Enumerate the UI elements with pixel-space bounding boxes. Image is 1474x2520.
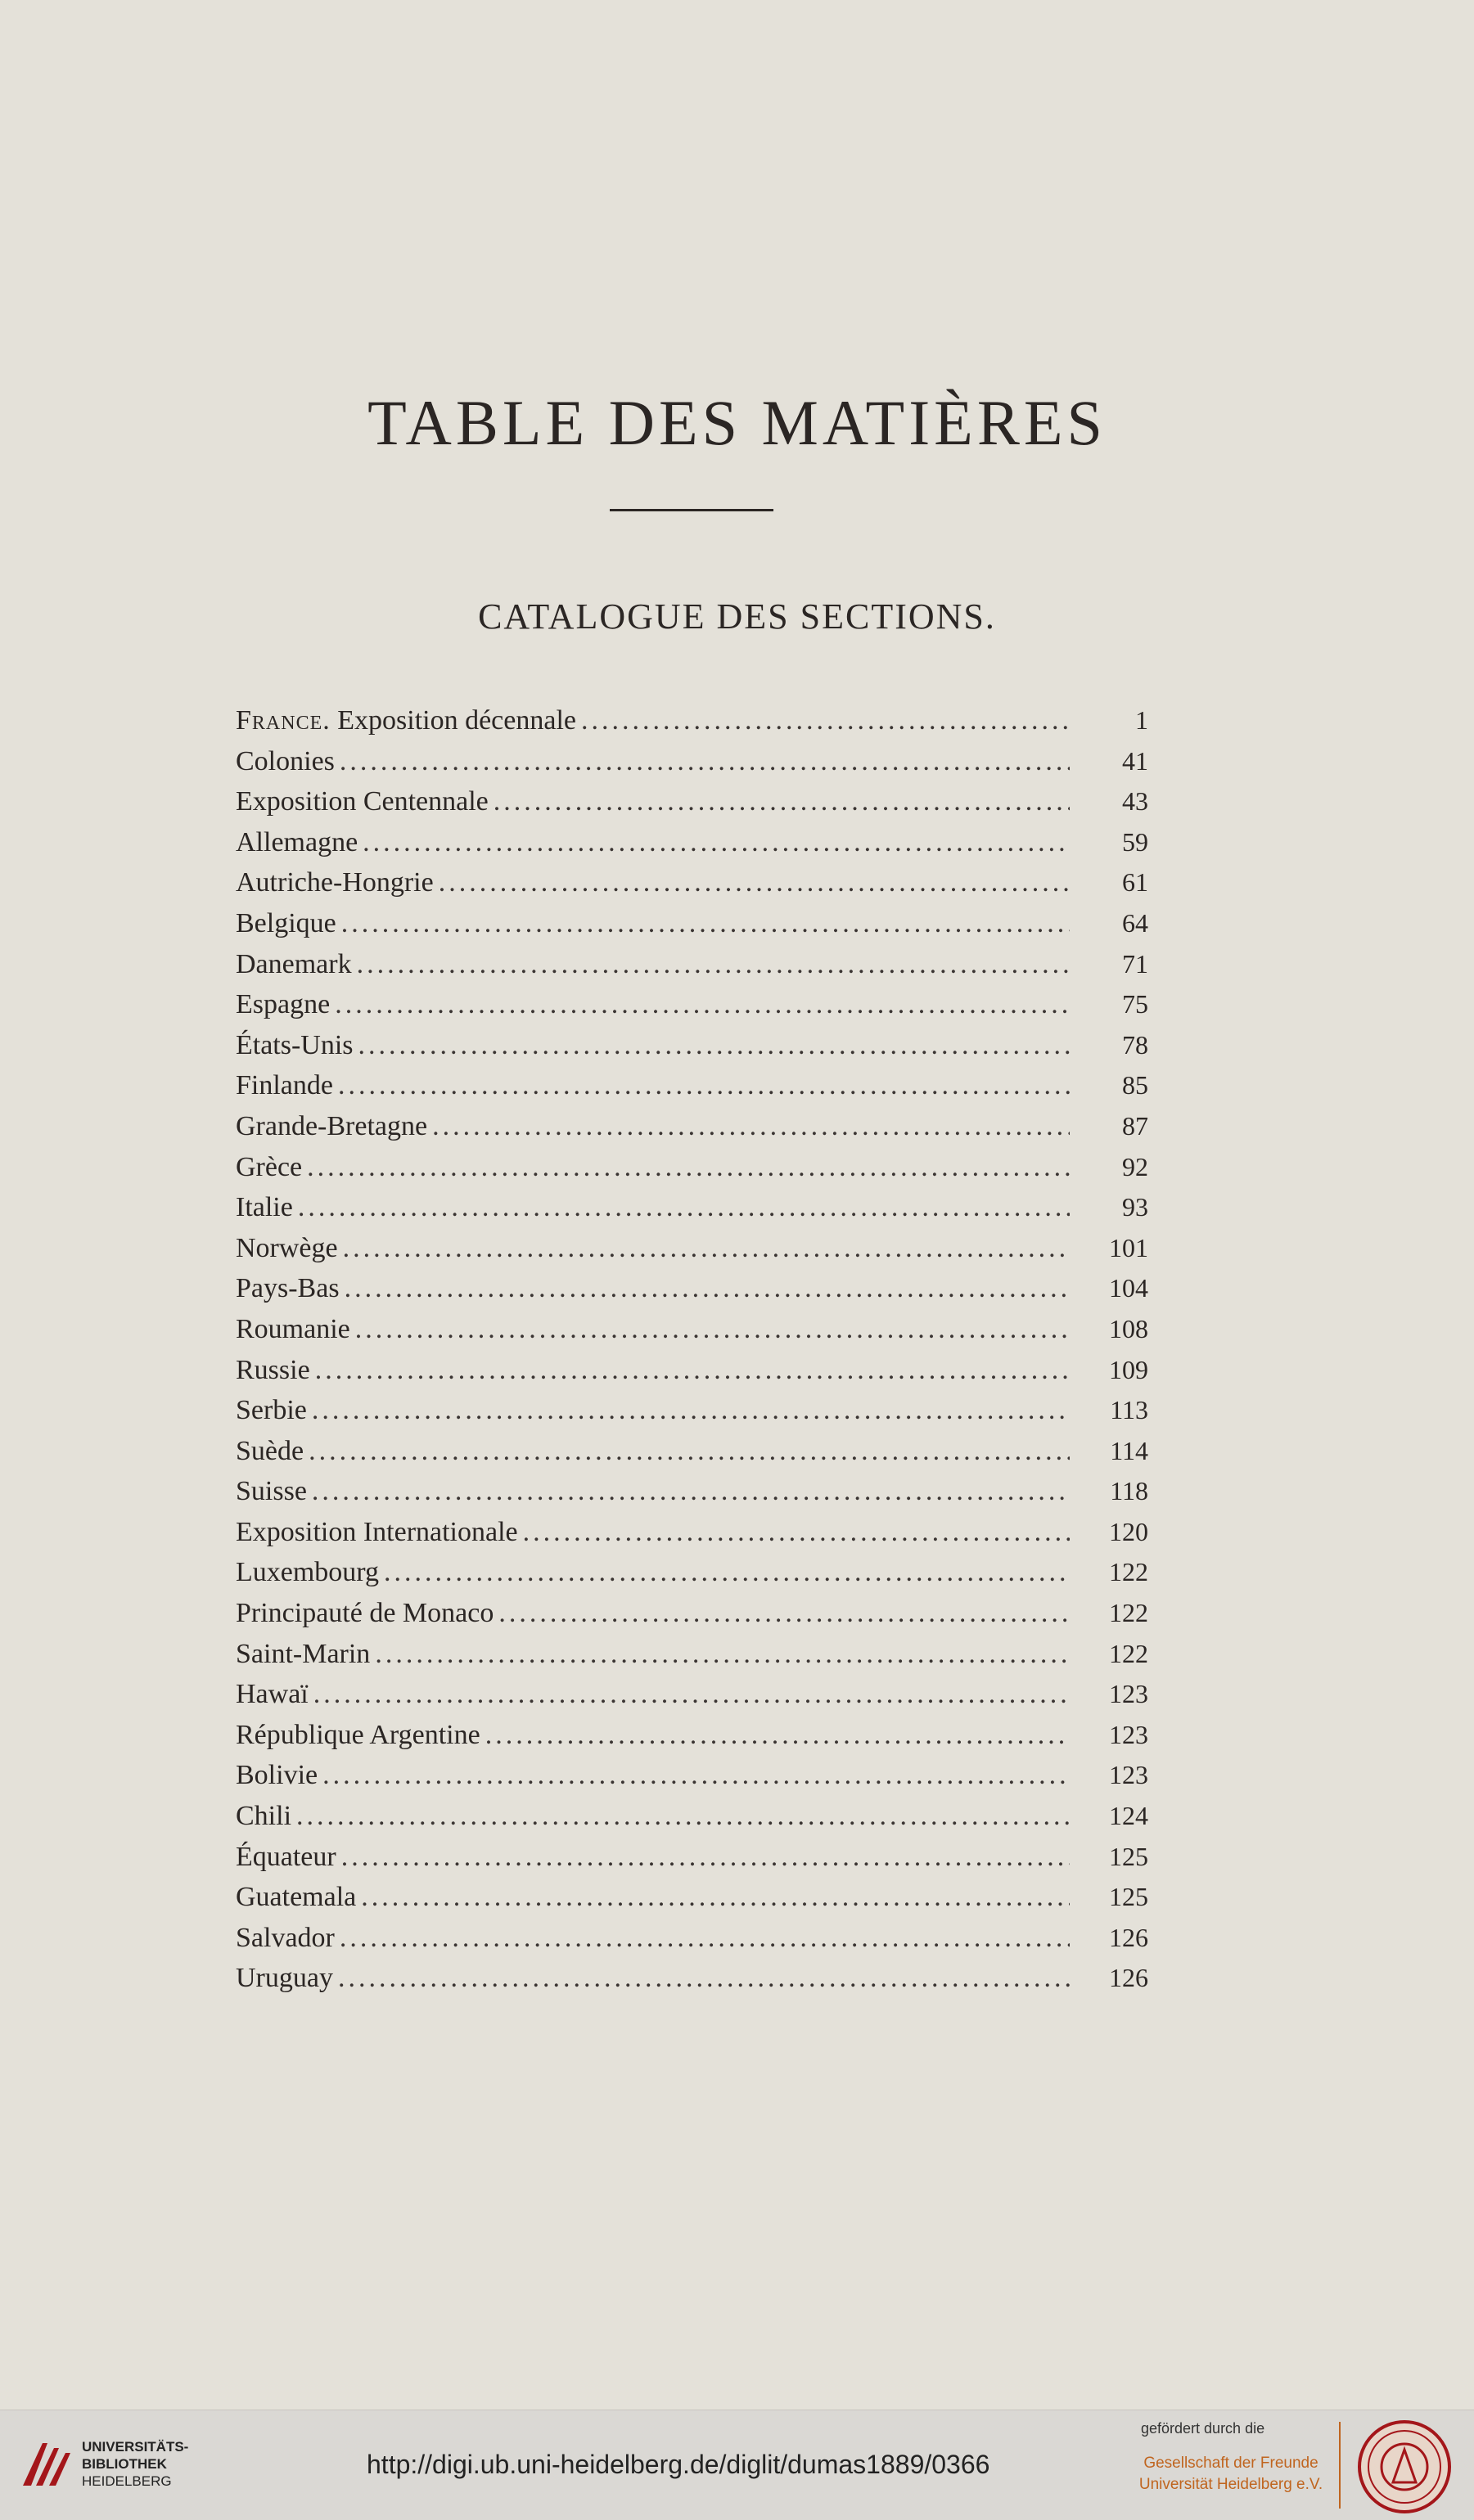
section-subtitle: CATALOGUE DES SECTIONS. bbox=[478, 596, 996, 637]
page-title: TABLE DES MATIÈRES bbox=[367, 387, 1107, 458]
toc-entry-page: 93 bbox=[1122, 1192, 1148, 1222]
toc-entry-label: Exposition Internationale bbox=[236, 1516, 518, 1547]
toc-entry-name bbox=[236, 1720, 480, 1751]
toc-entry-label: Russie bbox=[236, 1354, 310, 1385]
toc-leader-dots bbox=[432, 1111, 1070, 1142]
toc-entry-page: 41 bbox=[1122, 745, 1148, 776]
toc-entry-label: Chili bbox=[236, 1801, 292, 1832]
toc-entry bbox=[236, 1436, 1148, 1477]
toc-entry-page: 113 bbox=[1110, 1395, 1148, 1425]
toc-entry-label: Luxembourg bbox=[236, 1557, 380, 1588]
toc-leader-dots bbox=[345, 1273, 1070, 1304]
toc-entry-name bbox=[236, 1070, 333, 1101]
toc-entry-name bbox=[236, 1882, 356, 1913]
toc-entry-label: Bolivie bbox=[236, 1760, 318, 1791]
toc-leader-dots bbox=[340, 746, 1070, 777]
toc-entry-label: Colonies bbox=[236, 745, 335, 776]
toc-entry-page: 125 bbox=[1109, 1882, 1148, 1912]
toc-leader-dots bbox=[335, 989, 1070, 1020]
toc-entry-label: Finlande bbox=[236, 1070, 333, 1101]
toc-entry-name bbox=[236, 1760, 318, 1791]
toc-leader-dots bbox=[338, 1963, 1070, 1994]
toc-leader-dots bbox=[363, 827, 1070, 858]
toc-entry bbox=[236, 1395, 1148, 1436]
toc-entry bbox=[236, 867, 1148, 908]
toc-entry-label: Grande-Bretagne bbox=[236, 1110, 428, 1141]
toc-entry-label: Espagne bbox=[236, 989, 331, 1020]
toc-leader-dots bbox=[357, 949, 1070, 980]
toc-entry-page: 122 bbox=[1109, 1557, 1148, 1587]
toc-entry-label: Serbie bbox=[236, 1395, 307, 1426]
toc-entry-name bbox=[236, 1111, 427, 1142]
toc-entry-name bbox=[236, 1963, 333, 1994]
toc-entry-name bbox=[236, 1314, 350, 1345]
toc-entry-page: 125 bbox=[1109, 1841, 1148, 1871]
toc-entry-label: Suisse bbox=[236, 1476, 307, 1507]
toc-entry-name bbox=[236, 1517, 518, 1548]
toc-entry bbox=[236, 1720, 1148, 1761]
toc-entry bbox=[236, 1598, 1148, 1639]
toc-entry-page: 122 bbox=[1109, 1598, 1148, 1628]
library-name-line1: UNIVERSITÄTS- bbox=[82, 2439, 189, 2455]
toc-entry bbox=[236, 1314, 1148, 1355]
toc-entry-name bbox=[236, 989, 330, 1020]
toc-leader-dots bbox=[312, 1476, 1070, 1507]
toc-leader-dots bbox=[523, 1517, 1070, 1548]
toc-entry bbox=[236, 1679, 1148, 1720]
sponsor-label: gefördert durch die bbox=[1141, 2420, 1265, 2437]
toc-entry-page: 123 bbox=[1109, 1719, 1148, 1749]
toc-entry-page: 64 bbox=[1122, 907, 1148, 938]
toc-entry bbox=[236, 786, 1148, 827]
library-name bbox=[82, 2438, 188, 2490]
toc-entry-page: 104 bbox=[1109, 1273, 1148, 1303]
toc-entry bbox=[236, 746, 1148, 787]
toc-entry-page: 61 bbox=[1122, 867, 1148, 898]
toc-entry-label: États-Unis bbox=[236, 1029, 354, 1060]
toc-entry-name bbox=[236, 908, 336, 939]
toc-entry bbox=[236, 1557, 1148, 1598]
toc-entry-page: 123 bbox=[1109, 1760, 1148, 1790]
toc-entry-name bbox=[236, 1233, 338, 1264]
toc-entry bbox=[236, 1233, 1148, 1274]
toc-leader-dots bbox=[343, 1233, 1070, 1264]
sponsor-name-line2: Universität Heidelberg e.V. bbox=[1138, 2476, 1323, 2493]
toc-leader-dots bbox=[485, 1720, 1070, 1751]
toc-entry-page: 109 bbox=[1109, 1354, 1148, 1384]
toc-entry-name bbox=[236, 1679, 309, 1710]
toc-leader-dots bbox=[358, 1030, 1070, 1061]
toc-entry-name bbox=[236, 1598, 494, 1629]
toc-entry-label: Guatemala bbox=[236, 1882, 357, 1913]
toc-entry bbox=[236, 1273, 1148, 1314]
toc-entry-label: Danemark bbox=[236, 948, 352, 979]
toc-entry bbox=[236, 1882, 1148, 1923]
toc-entry-name bbox=[236, 1842, 336, 1873]
toc-entry-name bbox=[236, 1030, 354, 1061]
toc-leader-dots bbox=[313, 1679, 1070, 1710]
sponsor-divider bbox=[1339, 2422, 1341, 2509]
permalink-url[interactable]: http://digi.ub.uni-heidelberg.de/diglit/dumas1889/0366 bbox=[367, 2450, 990, 2479]
library-name-line3: HEIDELBERG bbox=[82, 2473, 172, 2489]
toc-entry-name bbox=[236, 949, 352, 980]
toc-entry bbox=[236, 1355, 1148, 1396]
toc-leader-dots bbox=[498, 1598, 1070, 1629]
toc-entry bbox=[236, 1801, 1148, 1842]
toc-entry bbox=[236, 1923, 1148, 1964]
toc-entry-name bbox=[236, 1436, 304, 1467]
toc-entry-name bbox=[236, 1273, 340, 1304]
toc-entry-label: Uruguay bbox=[236, 1963, 333, 1994]
toc-entry bbox=[236, 1192, 1148, 1233]
toc-entry-name bbox=[236, 1152, 302, 1183]
toc-leader-dots bbox=[341, 908, 1070, 939]
toc-leader-dots bbox=[309, 1436, 1070, 1467]
toc-leader-dots bbox=[361, 1882, 1070, 1913]
toc-leader-dots bbox=[581, 705, 1070, 736]
university-seal-icon bbox=[1355, 2419, 1454, 2515]
toc-entry-label: Hawaï bbox=[236, 1679, 309, 1710]
toc-entry-name bbox=[236, 1557, 379, 1588]
toc-entry-label: Allemagne bbox=[236, 826, 358, 857]
toc-entry bbox=[236, 1639, 1148, 1680]
toc-entry-name bbox=[236, 867, 434, 898]
toc-entry-label: Salvador bbox=[236, 1922, 335, 1953]
toc-entry-label: Suède bbox=[236, 1435, 304, 1466]
toc-entry bbox=[236, 1152, 1148, 1193]
toc-entry-name bbox=[236, 705, 576, 736]
toc-entry-label: Belgique bbox=[236, 907, 336, 938]
toc-leader-dots bbox=[439, 867, 1070, 898]
toc-entry-name-prefix: France. bbox=[236, 705, 331, 736]
toc-entry-page: 71 bbox=[1122, 948, 1148, 979]
toc-entry bbox=[236, 1842, 1148, 1883]
toc-entry-page: 123 bbox=[1109, 1679, 1148, 1709]
toc-entry-page: 101 bbox=[1109, 1232, 1148, 1262]
toc-entry-name bbox=[236, 1355, 310, 1386]
viewer-footer bbox=[0, 2410, 1474, 2520]
toc-leader-dots bbox=[322, 1760, 1070, 1791]
toc-leader-dots bbox=[375, 1639, 1070, 1670]
toc-entry-label: Roumanie bbox=[236, 1313, 350, 1344]
toc-entry bbox=[236, 949, 1148, 990]
toc-entry-page: 118 bbox=[1110, 1476, 1148, 1506]
toc-entry-name bbox=[236, 1639, 370, 1670]
toc-leader-dots bbox=[312, 1395, 1070, 1426]
toc-entry bbox=[236, 1030, 1148, 1071]
toc-entry-page: 92 bbox=[1122, 1151, 1148, 1181]
toc-entry bbox=[236, 1111, 1148, 1152]
toc-entry-label: Exposition Centennale bbox=[236, 786, 489, 817]
toc-entry-page: 124 bbox=[1109, 1801, 1148, 1831]
toc-entry-label: Pays-Bas bbox=[236, 1273, 340, 1304]
toc-entry-page: 120 bbox=[1109, 1516, 1148, 1546]
toc-entry-label: Autriche-Hongrie bbox=[236, 867, 434, 898]
toc-entry bbox=[236, 1476, 1148, 1517]
toc-leader-dots bbox=[341, 1842, 1070, 1873]
toc-entry-name bbox=[236, 827, 358, 858]
toc-entry-name bbox=[236, 1395, 307, 1426]
toc-entry bbox=[236, 1517, 1148, 1558]
toc-leader-dots bbox=[307, 1152, 1070, 1183]
toc-entry-page: 108 bbox=[1109, 1313, 1148, 1343]
toc-leader-dots bbox=[384, 1557, 1070, 1588]
toc-leader-dots bbox=[355, 1314, 1070, 1345]
toc-entry-page: 78 bbox=[1122, 1029, 1148, 1060]
toc-entry-page: 85 bbox=[1122, 1070, 1148, 1100]
toc-leader-dots bbox=[338, 1070, 1070, 1101]
toc-entry bbox=[236, 989, 1148, 1030]
toc-entry-label: République Argentine bbox=[236, 1719, 480, 1750]
toc-entry-name bbox=[236, 1923, 335, 1954]
toc-entry-name bbox=[236, 746, 335, 777]
toc-entry-page: 126 bbox=[1109, 1963, 1148, 1993]
toc-entry-label: Exposition décennale bbox=[330, 705, 576, 736]
toc-entry-page: 1 bbox=[1135, 705, 1148, 735]
toc-entry bbox=[236, 1760, 1148, 1801]
toc-leader-dots bbox=[340, 1923, 1070, 1954]
toc-entry bbox=[236, 908, 1148, 949]
table-of-contents bbox=[236, 705, 1148, 2004]
toc-entry-label: Équateur bbox=[236, 1841, 336, 1872]
library-name-line2: BIBLIOTHEK bbox=[82, 2456, 167, 2472]
toc-leader-dots bbox=[494, 786, 1070, 817]
toc-entry-name bbox=[236, 786, 489, 817]
toc-entry-page: 126 bbox=[1109, 1922, 1148, 1952]
toc-entry-label: Principauté de Monaco bbox=[236, 1598, 494, 1629]
title-rule bbox=[610, 509, 773, 511]
toc-entry-page: 59 bbox=[1122, 826, 1148, 857]
sponsor-name bbox=[1133, 2453, 1329, 2495]
toc-entry-name bbox=[236, 1476, 307, 1507]
toc-entry-page: 75 bbox=[1122, 989, 1148, 1019]
library-logo-icon bbox=[18, 2435, 75, 2492]
toc-leader-dots bbox=[298, 1192, 1070, 1223]
toc-entry-page: 87 bbox=[1122, 1110, 1148, 1141]
toc-entry-page: 114 bbox=[1110, 1435, 1148, 1465]
toc-entry bbox=[236, 1963, 1148, 2004]
toc-leader-dots bbox=[315, 1355, 1070, 1386]
toc-entry-label: Saint-Marin bbox=[236, 1638, 371, 1669]
toc-entry bbox=[236, 705, 1148, 746]
toc-entry-label: Grèce bbox=[236, 1151, 303, 1182]
toc-entry-name bbox=[236, 1192, 293, 1223]
toc-entry-page: 43 bbox=[1122, 786, 1148, 817]
toc-entry-label: Norwège bbox=[236, 1232, 338, 1263]
sponsor-name-line1: Gesellschaft der Freunde bbox=[1143, 2455, 1318, 2472]
toc-leader-dots bbox=[296, 1801, 1070, 1832]
toc-entry bbox=[236, 827, 1148, 868]
toc-entry-page: 122 bbox=[1109, 1638, 1148, 1668]
toc-entry-label: Italie bbox=[236, 1192, 293, 1223]
toc-entry-name bbox=[236, 1801, 291, 1832]
toc-entry bbox=[236, 1070, 1148, 1111]
